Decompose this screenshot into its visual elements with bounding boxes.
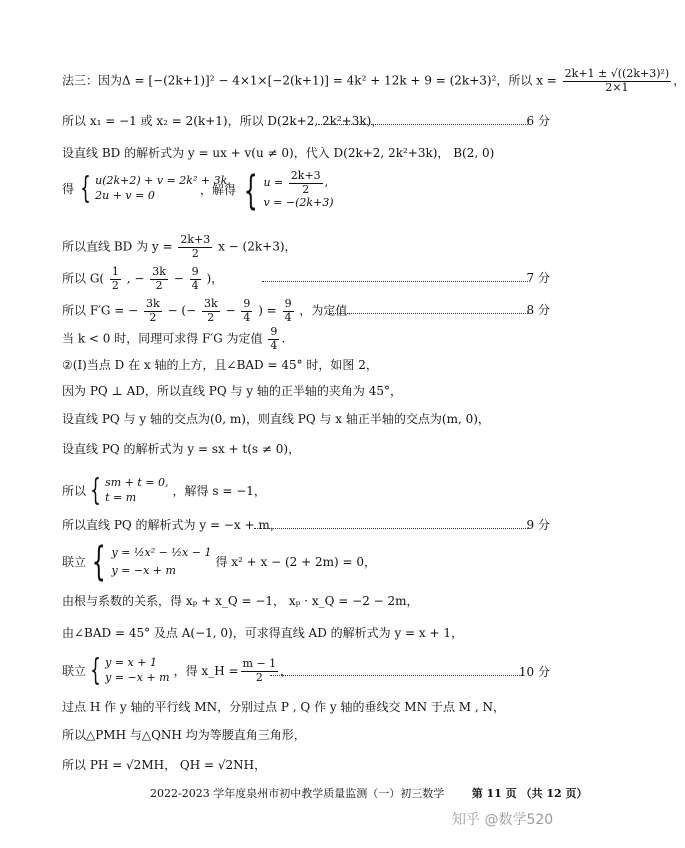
fraction-numerator: m − 1 [242, 656, 277, 670]
equation-system-h [62, 653, 293, 688]
text: 所以 x₁ = −1 或 x₂ = 2(k+1)，所以 D(2k+2, 2k²+3k)， [62, 114, 384, 128]
equation-system-parabola [62, 539, 376, 585]
system-row: 2u + v = 0 [95, 189, 155, 202]
solution-system-uv [200, 167, 334, 214]
dotted-leader [318, 124, 528, 125]
dotted-leader [254, 528, 528, 529]
solution-line-perpendicular: 因为 PQ ⊥ AD，所以直线 PQ 与 y 轴的正半轴的夹角为 45°， [62, 384, 402, 398]
brace-icon: { [91, 539, 106, 585]
solution-line-intercepts: 设直线 PQ 与 y 轴的交点为(0, m)，则直线 PQ 与 x 轴正半轴的交点为(m, 0)， [62, 412, 490, 426]
text: − (− [167, 303, 197, 318]
text: , [324, 176, 329, 190]
text: 所以 G( [62, 271, 105, 286]
fraction [289, 170, 323, 196]
watermark: 知乎 @数学520 [452, 812, 554, 828]
page-number: 第 11 页 （共 12 页） [471, 787, 588, 800]
brace-icon: { [90, 473, 101, 508]
system-row: y = −x + m [105, 671, 170, 684]
score-mark: 7 分 [526, 271, 550, 285]
fraction-denominator: 2 [207, 310, 215, 324]
solution-line-mn: 过点 H 作 y 轴的平行线 MN，分别过点 P , Q 作 y 轴的垂线交 MN 于点 M , N， [62, 700, 505, 714]
fraction-denominator: 2 [149, 310, 157, 324]
text: 联立 [62, 663, 87, 678]
fraction [144, 298, 162, 324]
text: ， [673, 73, 685, 88]
fraction [268, 326, 279, 352]
text: ，解得 s = −1， [172, 483, 266, 498]
score-mark: 10 分 [518, 665, 550, 679]
solution-line-case-2: ②(Ⅰ)当点 D 在 x 轴的上方，且∠BAD = 45° 时，如图 2， [62, 358, 378, 372]
fraction-numerator: 9 [284, 297, 292, 310]
brace-icon: { [90, 653, 101, 688]
text: ， [280, 663, 293, 678]
fraction-numerator: 3k [146, 297, 160, 310]
exam-title: 2022-2023 学年度泉州市初中教学质量监测（一）初三数学 [150, 787, 445, 800]
fraction-numerator: 9 [191, 265, 199, 278]
system-row: y = −x + m [111, 564, 176, 577]
solution-line-triangles: 所以△PMH 与△QNH 均为等腰直角三角形， [62, 728, 306, 742]
text: 联立 [62, 554, 87, 569]
solution-line-ad: 由∠BAD = 45° 及点 A(−1, 0)，可求得直线 AD 的解析式为 y = x + 1， [62, 626, 464, 640]
fraction [241, 658, 279, 684]
solution-line-pq-setup: 设直线 PQ 的解析式为 y = sx + t(s ≠ 0)， [62, 442, 301, 456]
fraction [241, 298, 252, 324]
fraction-denominator: 2 [302, 182, 310, 196]
fraction-denominator: 2×1 [605, 80, 629, 94]
fraction-numerator: 2k+1 ± √((2k+3)²) [564, 67, 670, 80]
system-row [263, 170, 333, 196]
fraction-numerator: 3k [152, 265, 166, 278]
system-row: v = −(2k+3) [263, 196, 334, 210]
score-mark: 9 分 [526, 518, 550, 532]
dotted-leader [330, 313, 528, 314]
text: 法三：因为Δ = [−(2k+1)]² − 4×1×[−2(k+1)] = 4k² + 12k + 9 = (2k+3)²，所以 x = [62, 73, 557, 88]
brace-icon: { [243, 167, 258, 214]
fraction-denominator: 4 [243, 310, 251, 324]
solution-line-fg-length [62, 298, 351, 324]
fraction-numerator: 1 [111, 265, 119, 278]
fraction-numerator: 2k+3 [290, 169, 321, 182]
fraction-numerator: 9 [243, 297, 251, 310]
dotted-leader [270, 675, 522, 676]
fraction [150, 266, 168, 292]
fraction-numerator: 9 [270, 325, 278, 338]
fraction-denominator: 4 [270, 338, 278, 352]
solution-line-k-negative [62, 326, 285, 352]
brace-icon: { [80, 171, 91, 206]
text: ) = [258, 303, 277, 318]
fraction-denominator: 4 [284, 310, 292, 324]
text: , − [126, 271, 145, 286]
solution-line-method3 [62, 68, 685, 94]
solution-line-ph-qh: 所以 PH = √2MH， QH = √2NH， [62, 758, 267, 772]
system-row: sm + t = 0, [105, 476, 169, 490]
fraction-denominator: 2 [191, 246, 199, 260]
page-footer [150, 787, 587, 801]
fraction-denominator: 2 [155, 278, 163, 292]
text: ，得 x_H = [173, 663, 239, 678]
system-row: u(2k+2) + v = 2k² + 3k, [95, 174, 231, 188]
fraction-denominator: 4 [191, 278, 199, 292]
text: . [281, 331, 286, 346]
fraction-denominator: 2 [111, 278, 119, 292]
fraction [190, 266, 201, 292]
solution-line-bd-result [62, 234, 297, 260]
solution-line-roots [62, 114, 383, 129]
dotted-leader [262, 281, 528, 282]
text: 所以 F′G = − [62, 303, 139, 318]
system-row: y = x + 1 [105, 656, 157, 670]
text: 所以直线 BD 为 y = [62, 239, 173, 254]
text: − [225, 303, 236, 318]
text: ，为定值. [299, 303, 352, 318]
solution-line-pq-result: 所以直线 PQ 的解析式为 y = −x + m， [62, 518, 282, 532]
equation-system-pq [62, 473, 266, 508]
text: )， [206, 271, 224, 286]
fraction-denominator: 2 [255, 670, 263, 684]
fraction [202, 298, 220, 324]
solution-line-vieta: 由根与系数的关系，得 xₚ + x_Q = −1， xₚ · x_Q = −2 − 2m， [62, 594, 419, 608]
solution-line-bd-setup [62, 146, 494, 161]
root-formula-fraction [563, 68, 672, 94]
text: 所以 [62, 483, 87, 498]
fraction-numerator: 3k [203, 297, 218, 310]
fraction-numerator: 2k+3 [180, 233, 211, 246]
fraction [283, 298, 294, 324]
fraction [110, 266, 121, 292]
system-row: y = ½x² − ½x − 1 [111, 546, 212, 560]
text: − [173, 271, 184, 286]
text: u = [263, 176, 284, 190]
text: 设直线 BD 的解析式为 y = ux + v(u ≠ 0)，代入 D(2k+2, 2k²+3k)， B(2, 0) [62, 146, 495, 160]
text: x − (2k+3)， [218, 239, 297, 254]
score-mark: 8 分 [526, 303, 550, 317]
text: 得 [62, 181, 75, 196]
text: 得 x² + x − (2 + 2m) = 0， [215, 554, 376, 569]
text: 当 k < 0 时，同理可求得 F′G 为定值 [62, 331, 263, 346]
solution-line-point-g [62, 266, 223, 292]
fraction [178, 234, 212, 260]
text: ，解得 [200, 183, 237, 198]
system-row: t = m [105, 491, 137, 504]
score-mark: 6 分 [526, 114, 550, 128]
